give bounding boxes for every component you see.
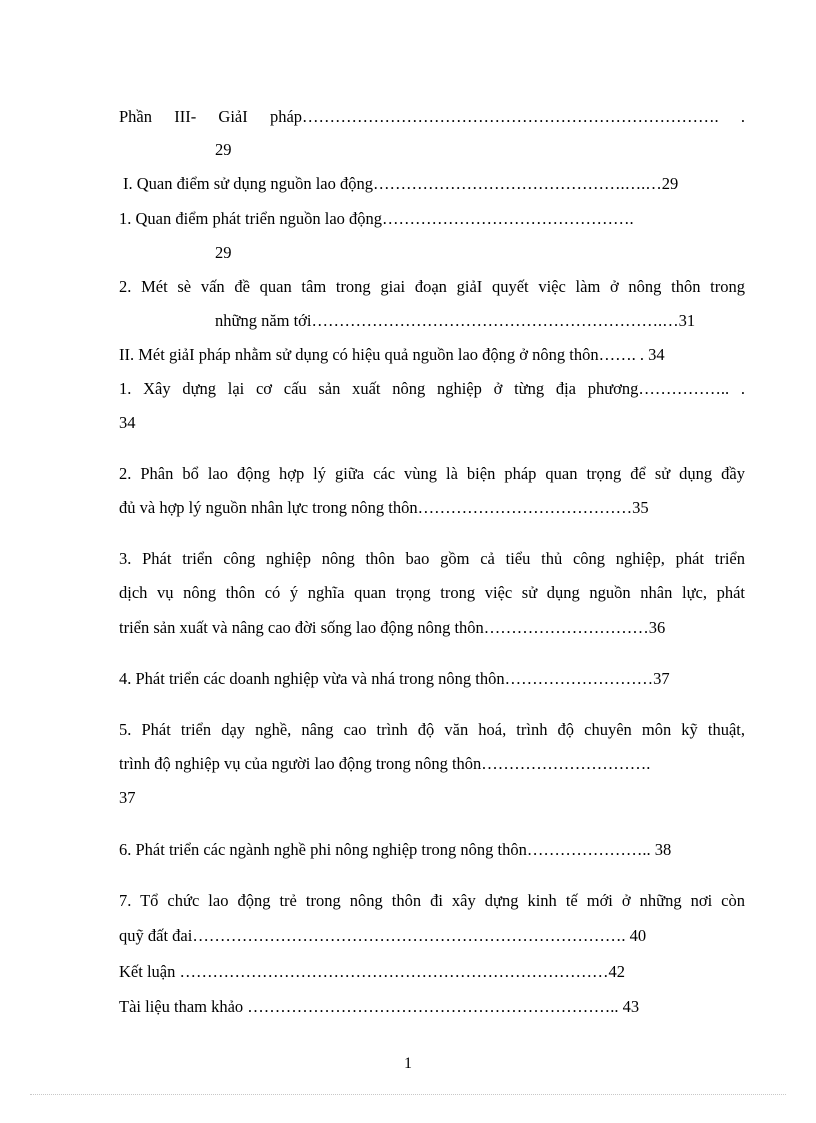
toc-item-2-6: 6. Phát triển các ngành nghề phi nông nghiệp trong nông thôn………………….. 38 (119, 840, 672, 859)
toc-item-2-2-line2: đủ và hợp lý nguồn nhân lực trong nông thôn…………………………………35 (119, 498, 649, 517)
toc-part3-page: 29 (215, 140, 232, 159)
toc-item-1-1: 1. Quan điểm phát triển nguồn lao động………………………………………. (119, 209, 634, 228)
toc-section-2-title: II. Mét giảI pháp nhằm sử dụng có hiệu quả nguồn lao động ở nông thôn……. . 34 (119, 345, 665, 364)
toc-item-1-2-line1: 2. Mét sè vấn đề quan tâm trong giai đoạn giảI quyết việc làm ở nông thôn trong (119, 277, 745, 296)
toc-item-2-3-line2: dịch vụ nông thôn có ý nghĩa quan trọng trong việc sử dụng nguồn nhân lực, phát (119, 583, 745, 602)
toc-conclusion: Kết luận ……………………………………………………………………42 (119, 962, 625, 981)
toc-item-2-1: 1. Xây dựng lại cơ cấu sản xuất nông nghiệp ở từng địa phương…………….. . (119, 379, 745, 398)
toc-item-1-1-page: 29 (215, 243, 232, 262)
toc-item-2-3-line3: triển sản xuất và nâng cao đời sống lao động nông thôn…………………………36 (119, 618, 666, 637)
toc-item-2-5-page: 37 (119, 788, 136, 807)
page-bottom-divider (30, 1094, 786, 1095)
toc-item-2-5-line2: trình độ nghiệp vụ của người lao động trong nông thôn…………………………. (119, 754, 651, 773)
page-number: 1 (404, 1055, 412, 1072)
toc-item-2-2-line1: 2. Phân bổ lao động hợp lý giữa các vùng là biện pháp quan trọng để sử dụng đầy (119, 464, 745, 483)
toc-item-2-7-line2: quỹ đất đai……………………………………………………………………. 40 (119, 926, 647, 945)
toc-item-2-5-line1: 5. Phát triển dạy nghề, nâng cao trình độ văn hoá, trình độ chuyên môn kỹ thuật, (119, 720, 745, 739)
toc-item-2-4: 4. Phát triển các doanh nghiệp vừa và nhá trong nông thôn………………………37 (119, 669, 670, 688)
toc-item-1-2-line2: những năm tới……………………………………………………….…31 (215, 311, 696, 330)
toc-part3-title: Phần III- GiảI pháp…………………………………………………………………. . (119, 107, 745, 126)
toc-section-1-title: I. Quan điểm sử dụng nguồn lao động……………………………………….….…29 (123, 174, 679, 193)
toc-item-2-7-line1: 7. Tổ chức lao động trẻ trong nông thôn đi xây dựng kinh tế mới ở những nơi còn (119, 891, 745, 910)
toc-item-2-3-line1: 3. Phát triển công nghiệp nông thôn bao gồm cả tiểu thủ công nghiệp, phát triển (119, 549, 745, 568)
toc-references: Tài liệu tham khảo ………………………………………………………….. 43 (119, 997, 640, 1016)
toc-item-2-1-page: 34 (119, 413, 136, 432)
